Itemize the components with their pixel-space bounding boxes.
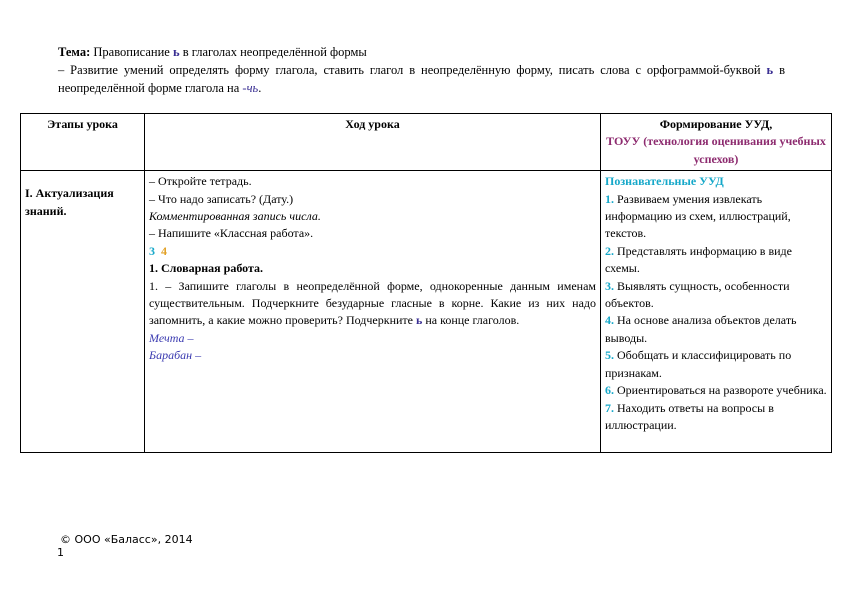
topic-label: Тема:: [58, 45, 91, 59]
header-uud-line2: ТОУУ (технология оценивания учебных успехов): [606, 134, 826, 166]
topic-text-1: Правописание: [93, 45, 170, 59]
progress-line-3: Комментированная запись числа.: [149, 209, 321, 224]
goal-text-1: – Развитие умений определять форму глагола, ставить глагол в неопределённую форму, писать слова с орфограммой-буквой: [58, 63, 761, 77]
task-paragraph: [149, 278, 596, 330]
uud-item-7: 7. Находить ответы на вопросы в иллюстрации.: [605, 400, 774, 432]
stage-cell: [21, 171, 145, 453]
uud-item-5: 5. Обобщать и классифицировать по признакам.: [605, 348, 792, 380]
uud-item-6: 6. Ориентироваться на развороте учебника.: [605, 383, 827, 398]
header-uud: [601, 114, 832, 171]
table-header-row: [21, 114, 832, 171]
topic-line: [58, 43, 367, 61]
uud-title: Познавательные УУД: [605, 174, 724, 189]
copyright: © ООО «Баласс», 2014: [60, 533, 193, 546]
uud-cell: [601, 171, 832, 453]
task-text-2: на конце глаголов.: [425, 313, 520, 328]
lesson-table: [20, 113, 832, 453]
uud-item-4: 4. На основе анализа объектов делать выводы.: [605, 313, 797, 345]
slide-numbers: [149, 243, 596, 260]
slide-number-a: 3: [149, 243, 155, 258]
progress-line-2: – Что надо записать? (Дату.): [149, 191, 294, 206]
topic-text-2: в глаголах неопределённой формы: [182, 45, 367, 59]
uud-item-2: 2. Представлять информацию в виде схемы.: [605, 243, 792, 276]
header-progress: Ход урока: [145, 114, 601, 171]
uud-item-1: 1. Развиваем умения извлекать информацию из схем, иллюстраций, текстов.: [605, 191, 791, 241]
goal-paragraph: [58, 61, 785, 97]
header-uud-line1: Формирование УУД,: [659, 117, 773, 131]
progress-cell: [145, 171, 601, 453]
goal-suffix: -чь: [242, 81, 259, 95]
stage-title: Актуализация знаний.: [25, 186, 114, 218]
page-number: 1: [57, 546, 64, 559]
goal-end: .: [258, 81, 262, 95]
task-text-1: 1. – Запишите глаголы в неопределённой форме, однокоренные данным именам существительным. Подчеркните безударные гласные в корне. Какие из них надо запомнить, а какие можно проверить? Подчеркните: [149, 278, 596, 328]
header-stages: Этапы урока: [21, 114, 145, 171]
uud-item-3: 3. Выявлять сущность, особенности объектов.: [605, 278, 790, 311]
task-soft-sign: ь: [415, 313, 423, 328]
word-1: Мечта –: [149, 330, 194, 345]
slide-number-b: 4: [161, 243, 167, 258]
goal-soft-sign: ь: [766, 63, 774, 77]
stage-number: I.: [25, 186, 33, 201]
progress-line-4: – Напишите «Классная работа».: [149, 226, 314, 241]
topic-soft-sign: ь: [172, 45, 180, 59]
section-title: 1. Словарная работа.: [149, 261, 264, 276]
word-2: Барабан –: [149, 348, 202, 363]
table-row: [21, 171, 832, 453]
progress-line-1: – Откройте тетрадь.: [149, 174, 252, 189]
goal-text-2: в неопределённой форме глагола на: [58, 63, 786, 95]
